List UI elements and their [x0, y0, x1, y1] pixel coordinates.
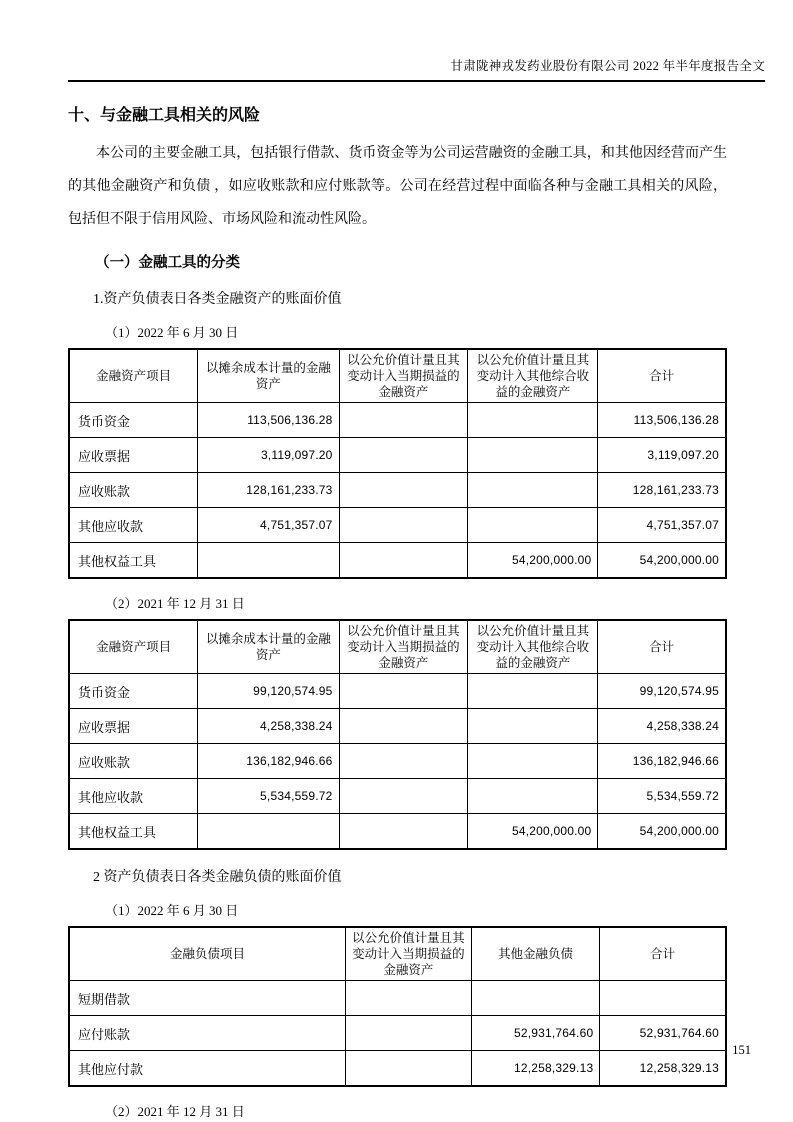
value-cell: 4,751,357.07 — [598, 508, 726, 543]
value-cell — [468, 744, 598, 779]
item-cell: 其他应收款 — [69, 508, 198, 543]
item-cell: 短期借款 — [69, 981, 346, 1016]
value-cell — [468, 779, 598, 814]
item-cell: 货币资金 — [69, 674, 198, 709]
table-row — [69, 814, 726, 850]
item-cell: 其他应收款 — [69, 779, 198, 814]
column-header: 金融负债项目 — [69, 927, 346, 981]
value-cell: 52,931,764.60 — [471, 1016, 600, 1051]
item1-date2-heading: （2）2021 年 12 月 31 日 — [105, 596, 245, 611]
value-cell — [339, 674, 468, 709]
column-header: 合计 — [598, 620, 726, 674]
table-row — [69, 473, 726, 508]
value-cell: 136,182,946.66 — [598, 744, 726, 779]
value-cell — [468, 709, 598, 744]
item-cell: 应收账款 — [69, 473, 198, 508]
value-cell: 128,161,233.73 — [598, 473, 726, 508]
section-title: 十、与金融工具相关的风险 — [68, 107, 261, 124]
value-cell: 4,258,338.24 — [198, 709, 339, 744]
table-row — [69, 674, 726, 709]
value-cell — [339, 543, 468, 579]
value-cell — [339, 403, 468, 438]
item2-date1-heading: （1）2022 年 6 月 30 日 — [105, 903, 239, 918]
item-cell: 应付账款 — [69, 1016, 346, 1051]
value-cell — [339, 438, 468, 473]
column-header: 以公允价值计量且其变动计入其他综合收益的金融资产 — [468, 620, 598, 674]
subsection-heading: （一）金融工具的分类 — [95, 255, 240, 271]
table-header-row — [69, 620, 726, 674]
table-row — [69, 403, 726, 438]
value-cell — [468, 473, 598, 508]
value-cell: 99,120,574.95 — [598, 674, 726, 709]
value-cell — [468, 674, 598, 709]
table-row — [69, 543, 726, 579]
value-cell — [346, 1016, 471, 1051]
table-row — [69, 981, 726, 1016]
page-header-text: 甘肃陇神戎发药业股份有限公司 2022 年半年度报告全文 — [450, 59, 765, 73]
financial-liabilities-table-2022 — [68, 926, 727, 1087]
value-cell: 5,534,559.72 — [598, 779, 726, 814]
item2-heading: 2 资产负债表日各类金融负债的账面价值 — [93, 870, 342, 885]
item1-heading: 1.资产负债表日各类金融资产的账面价值 — [93, 292, 342, 307]
value-cell: 4,751,357.07 — [198, 508, 339, 543]
value-cell: 113,506,136.28 — [598, 403, 726, 438]
value-cell: 5,534,559.72 — [198, 779, 339, 814]
table-row — [69, 779, 726, 814]
column-header: 其他金融负债 — [471, 927, 600, 981]
value-cell: 3,119,097.20 — [198, 438, 339, 473]
table-row — [69, 508, 726, 543]
value-cell: 136,182,946.66 — [198, 744, 339, 779]
value-cell — [339, 508, 468, 543]
value-cell — [468, 403, 598, 438]
column-header: 合计 — [600, 927, 726, 981]
item2-date2-heading: （2）2021 年 12 月 31 日 — [105, 1104, 245, 1119]
value-cell: 54,200,000.00 — [468, 543, 598, 579]
table-row — [69, 1051, 726, 1087]
value-cell: 3,119,097.20 — [598, 438, 726, 473]
value-cell — [346, 1051, 471, 1087]
column-header: 合计 — [598, 349, 726, 403]
value-cell — [346, 981, 471, 1016]
item-cell: 应收票据 — [69, 709, 198, 744]
item-cell: 其他权益工具 — [69, 543, 198, 579]
column-header: 金融资产项目 — [69, 620, 198, 674]
table-row — [69, 438, 726, 473]
value-cell: 52,931,764.60 — [600, 1016, 726, 1051]
value-cell: 12,258,329.13 — [600, 1051, 726, 1087]
value-cell — [339, 709, 468, 744]
item-cell: 其他权益工具 — [69, 814, 198, 850]
value-cell: 54,200,000.00 — [598, 543, 726, 579]
value-cell — [198, 814, 339, 850]
value-cell: 99,120,574.95 — [198, 674, 339, 709]
column-header: 以公允价值计量且其变动计入当期损益的金融资产 — [339, 620, 468, 674]
column-header: 以公允价值计量且其变动计入其他综合收益的金融资产 — [468, 349, 598, 403]
item1-date1-heading: （1）2022 年 6 月 30 日 — [105, 325, 239, 340]
item-cell: 其他应付款 — [69, 1051, 346, 1087]
table-row — [69, 1016, 726, 1051]
column-header: 以公允价值计量且其变动计入当期损益的金融资产 — [339, 349, 468, 403]
item-cell: 应收票据 — [69, 438, 198, 473]
item-cell: 货币资金 — [69, 403, 198, 438]
column-header: 以公允价值计量且其变动计入当期损益的金融资产 — [346, 927, 471, 981]
table-header-row — [69, 349, 726, 403]
value-cell: 54,200,000.00 — [598, 814, 726, 850]
value-cell: 128,161,233.73 — [198, 473, 339, 508]
value-cell: 4,258,338.24 — [598, 709, 726, 744]
column-header: 金融资产项目 — [69, 349, 198, 403]
value-cell — [339, 779, 468, 814]
value-cell — [339, 744, 468, 779]
page-content — [68, 102, 727, 1120]
value-cell — [339, 814, 468, 850]
financial-assets-table-2022 — [68, 348, 727, 579]
value-cell: 12,258,329.13 — [471, 1051, 600, 1087]
value-cell — [468, 438, 598, 473]
value-cell — [198, 543, 339, 579]
value-cell — [468, 508, 598, 543]
intro-paragraph: 本公司的主要金融工具，包括银行借款、货币资金等为公司运营融资的金融工具，和其他因经营而产生的其他金融资产和负债 ，如应收账款和应付账款等。公司在经营过程中面临各种与金融工具相关的风险，包括但不限于信用风险、市场风险和流动性风险。 — [68, 146, 727, 227]
financial-assets-table-2021 — [68, 619, 727, 850]
value-cell — [339, 473, 468, 508]
column-header: 以摊余成本计量的金融资产 — [198, 620, 339, 674]
item-cell: 应收账款 — [69, 744, 198, 779]
page-number: 151 — [732, 1043, 751, 1057]
page-header — [68, 56, 765, 82]
table-row — [69, 709, 726, 744]
table-header-row — [69, 927, 726, 981]
value-cell — [471, 981, 600, 1016]
table-row — [69, 744, 726, 779]
value-cell: 113,506,136.28 — [198, 403, 339, 438]
value-cell: 54,200,000.00 — [468, 814, 598, 850]
column-header: 以摊余成本计量的金融资产 — [198, 349, 339, 403]
value-cell — [600, 981, 726, 1016]
